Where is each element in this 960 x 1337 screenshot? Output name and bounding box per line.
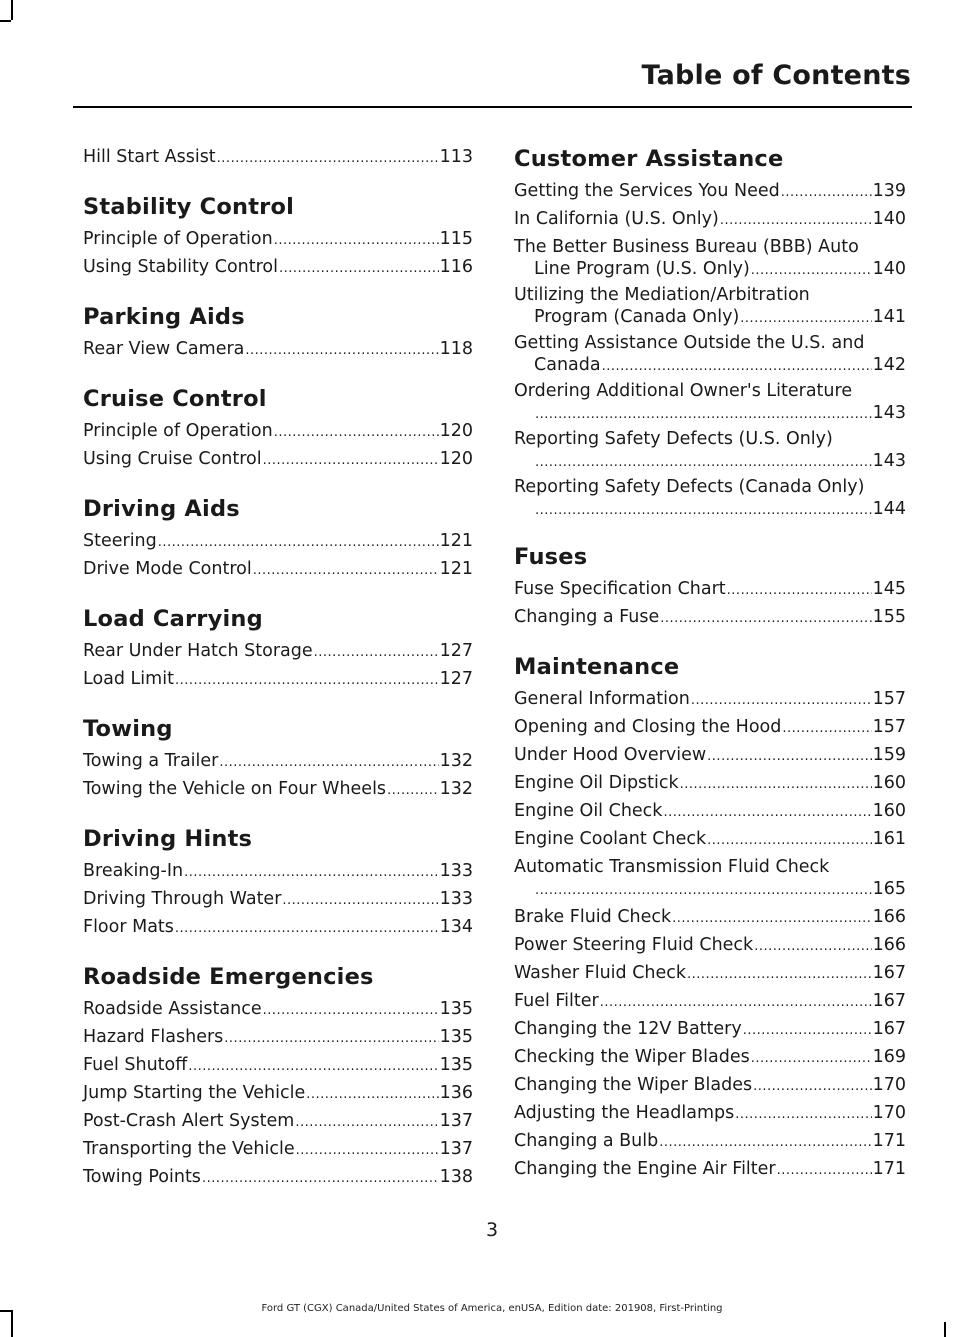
- toc-section: [83, 192, 473, 282]
- toc-entry[interactable]: [83, 336, 473, 364]
- entry-title: Utilizing the Mediation/Arbitration: [514, 285, 810, 305]
- toc-entry[interactable]: [83, 666, 473, 694]
- entry-title: Changing the Wiper Blades: [514, 1075, 753, 1095]
- toc-section: [83, 144, 473, 172]
- entry-page: 140: [872, 209, 906, 229]
- toc-entry[interactable]: [83, 418, 473, 446]
- entry-title: Rear Under Hatch Storage: [83, 641, 313, 661]
- entry-title: Changing a Fuse: [514, 607, 660, 627]
- dot-leader: [680, 770, 872, 798]
- section-heading: Cruise Control: [83, 386, 267, 412]
- dot-leader: [707, 742, 871, 770]
- section-heading: Maintenance: [514, 654, 680, 680]
- entry-page: 159: [872, 745, 906, 765]
- toc-entry[interactable]: [83, 254, 473, 282]
- entry-title: Transporting the Vehicle: [83, 1139, 295, 1159]
- dot-leader: [754, 932, 871, 960]
- dot-leader: [535, 498, 872, 522]
- entry-title: Fuse Specification Chart: [514, 579, 726, 599]
- entry-continuation: [514, 354, 906, 378]
- entry-continuation: [514, 402, 906, 426]
- entry-page: 141: [872, 307, 906, 327]
- entry-title: Opening and Closing the Hood: [514, 717, 782, 737]
- toc-entry[interactable]: [514, 1100, 906, 1128]
- entry-page: 170: [872, 1075, 906, 1095]
- entry-title: Driving Through Water: [83, 889, 282, 909]
- toc-entry[interactable]: [514, 576, 906, 604]
- entry-title: Getting Assistance Outside the U.S. and: [514, 333, 865, 353]
- toc-entry[interactable]: [83, 226, 473, 254]
- entry-page: 136: [439, 1083, 473, 1103]
- toc-entry[interactable]: [514, 380, 906, 426]
- section-heading: Parking Aids: [83, 304, 245, 330]
- dot-leader: [175, 666, 439, 694]
- dot-leader: [743, 1016, 872, 1044]
- dot-leader: [707, 826, 871, 854]
- entry-page: 120: [439, 449, 473, 469]
- entry-page: 166: [872, 935, 906, 955]
- toc-entry[interactable]: [83, 556, 473, 584]
- crop-mark: [0, 20, 11, 22]
- entry-page: 118: [439, 339, 473, 359]
- dot-leader: [672, 904, 871, 932]
- entry-continuation: [514, 878, 906, 902]
- toc-section: [83, 824, 473, 942]
- toc-section: [83, 384, 473, 474]
- toc-entry[interactable]: [83, 1080, 473, 1108]
- section-heading: Customer Assistance: [514, 146, 784, 172]
- dot-leader: [158, 528, 439, 556]
- dot-leader: [387, 776, 439, 804]
- entry-title: Changing the 12V Battery: [514, 1019, 742, 1039]
- entry-page: 167: [872, 991, 906, 1011]
- dot-leader: [263, 446, 439, 474]
- entry-title-cont: Canada: [534, 355, 601, 375]
- entry-title: In California (U.S. Only): [514, 209, 719, 229]
- toc-entry[interactable]: [514, 960, 906, 988]
- toc-entry[interactable]: [514, 604, 906, 632]
- toc-column-right: [514, 144, 906, 1184]
- toc-entry[interactable]: [83, 1136, 473, 1164]
- dot-leader: [735, 1100, 871, 1128]
- entry-title: The Better Business Bureau (BBB) Auto: [514, 237, 859, 257]
- entry-page: 134: [439, 917, 473, 937]
- entry-page: 116: [439, 257, 473, 277]
- dot-leader: [274, 226, 439, 254]
- entry-page: 144: [872, 499, 906, 519]
- entry-title: Steering: [83, 531, 157, 551]
- entry-page: 143: [872, 451, 906, 471]
- entry-page: 135: [439, 1055, 473, 1075]
- dot-leader: [727, 576, 872, 604]
- toc-entry[interactable]: [514, 988, 906, 1016]
- dot-leader: [602, 354, 872, 378]
- toc-entry[interactable]: [514, 428, 906, 474]
- entry-title-cont: Line Program (U.S. Only): [534, 259, 750, 279]
- entry-title: Principle of Operation: [83, 421, 273, 441]
- dot-leader: [659, 1128, 871, 1156]
- dot-leader: [219, 748, 438, 776]
- section-heading: Roadside Emergencies: [83, 964, 374, 990]
- entry-title: Engine Oil Check: [514, 801, 663, 821]
- section-heading: Driving Aids: [83, 496, 240, 522]
- entry-title: Brake Fluid Check: [514, 907, 672, 927]
- entry-page: 121: [439, 531, 473, 551]
- entry-page: 142: [872, 355, 906, 375]
- toc-section: [83, 962, 473, 1192]
- entry-page: 167: [872, 1019, 906, 1039]
- toc-entry[interactable]: [83, 638, 473, 666]
- toc-entry[interactable]: [514, 742, 906, 770]
- toc-entry[interactable]: [83, 886, 473, 914]
- entry-page: 139: [872, 181, 906, 201]
- entry-title: Towing a Trailer: [83, 751, 219, 771]
- entry-title: Under Hood Overview: [514, 745, 707, 765]
- dot-leader: [175, 914, 439, 942]
- toc-entry[interactable]: [514, 1016, 906, 1044]
- toc-entry[interactable]: [514, 332, 906, 378]
- entry-page: 137: [439, 1139, 473, 1159]
- dot-leader: [263, 996, 439, 1024]
- dot-leader: [663, 798, 871, 826]
- dot-leader: [188, 1052, 438, 1080]
- toc-section: [514, 542, 906, 632]
- dot-leader: [740, 306, 871, 330]
- entry-title: Roadside Assistance: [83, 999, 262, 1019]
- toc-entry[interactable]: [514, 798, 906, 826]
- entry-page: 145: [872, 579, 906, 599]
- dot-leader: [217, 144, 439, 172]
- entry-page: 165: [872, 879, 906, 899]
- entry-page: 137: [439, 1111, 473, 1131]
- toc-entry[interactable]: [514, 476, 906, 522]
- entry-title: Rear View Camera: [83, 339, 245, 359]
- dot-leader: [245, 336, 438, 364]
- entry-title: Changing the Engine Air Filter: [514, 1159, 776, 1179]
- toc-entry[interactable]: [514, 770, 906, 798]
- toc-entry[interactable]: [83, 996, 473, 1024]
- crop-mark: [11, 1310, 13, 1337]
- dot-leader: [660, 604, 871, 632]
- toc-section: [514, 652, 906, 1184]
- dot-leader: [306, 1080, 438, 1108]
- entry-title: Fuel Shutoff: [83, 1055, 188, 1075]
- entry-title: Post-Crash Alert System: [83, 1111, 295, 1131]
- dot-leader: [777, 1156, 872, 1184]
- toc-entry[interactable]: [83, 446, 473, 474]
- entry-title: Engine Coolant Check: [514, 829, 707, 849]
- entry-title: Checking the Wiper Blades: [514, 1047, 750, 1067]
- entry-title: Fuel Filter: [514, 991, 599, 1011]
- entry-title: Using Cruise Control: [83, 449, 262, 469]
- entry-page: 132: [439, 779, 473, 799]
- toc-entry[interactable]: [83, 1108, 473, 1136]
- entry-title: Washer Fluid Check: [514, 963, 687, 983]
- entry-continuation: [514, 450, 906, 474]
- dot-leader: [295, 1108, 438, 1136]
- section-heading: Fuses: [514, 544, 588, 570]
- entry-title: Changing a Bulb: [514, 1131, 659, 1151]
- entry-page: 171: [872, 1159, 906, 1179]
- dot-leader: [253, 556, 439, 584]
- toc-entry[interactable]: [514, 284, 906, 330]
- entry-title: Reporting Safety Defects (Canada Only): [514, 477, 865, 497]
- dot-leader: [274, 418, 439, 446]
- entry-page: 157: [872, 689, 906, 709]
- dot-leader: [720, 206, 872, 234]
- entry-page: 143: [872, 403, 906, 423]
- toc-entry[interactable]: [514, 1044, 906, 1072]
- page-number: 3: [485, 1219, 499, 1241]
- toc-entry[interactable]: [514, 1156, 906, 1184]
- entry-page: 155: [872, 607, 906, 627]
- dot-leader: [782, 714, 871, 742]
- entry-title: Hazard Flashers: [83, 1027, 224, 1047]
- toc-entry[interactable]: [83, 776, 473, 804]
- toc-entry[interactable]: [514, 1128, 906, 1156]
- entry-title: Power Steering Fluid Check: [514, 935, 754, 955]
- toc-section: [514, 144, 906, 522]
- entry-page: 167: [872, 963, 906, 983]
- toc-entry[interactable]: [83, 144, 473, 172]
- toc-entry[interactable]: [83, 1024, 473, 1052]
- entry-title: Getting the Services You Need: [514, 181, 780, 201]
- entry-title: Adjusting the Headlamps: [514, 1103, 735, 1123]
- entry-page: 171: [872, 1131, 906, 1151]
- entry-page: 135: [439, 1027, 473, 1047]
- dot-leader: [202, 1164, 439, 1192]
- entry-page: 160: [872, 773, 906, 793]
- toc-entry[interactable]: [83, 528, 473, 556]
- entry-page: 170: [872, 1103, 906, 1123]
- toc-entry[interactable]: [514, 686, 906, 714]
- entry-continuation: [514, 306, 906, 330]
- entry-page: 161: [872, 829, 906, 849]
- dot-leader: [753, 1072, 871, 1100]
- section-heading: Stability Control: [83, 194, 295, 220]
- toc-section: [83, 714, 473, 804]
- entry-page: 127: [439, 669, 473, 689]
- toc-entry[interactable]: [514, 826, 906, 854]
- dot-leader: [600, 988, 872, 1016]
- toc-section: [83, 302, 473, 364]
- header-rule: [73, 106, 912, 108]
- entry-title: Ordering Additional Owner's Literature: [514, 381, 853, 401]
- entry-page: 166: [872, 907, 906, 927]
- toc-entry[interactable]: [514, 178, 906, 206]
- dot-leader: [781, 178, 872, 206]
- dot-leader: [751, 258, 872, 282]
- entry-title: Jump Starting the Vehicle: [83, 1083, 306, 1103]
- toc-entry[interactable]: [83, 1164, 473, 1192]
- dot-leader: [279, 254, 439, 282]
- entry-title: Breaking-In: [83, 861, 184, 881]
- dot-leader: [184, 858, 439, 886]
- toc-entry[interactable]: [83, 858, 473, 886]
- entry-page: 127: [439, 641, 473, 661]
- entry-page: 160: [872, 801, 906, 821]
- dot-leader: [296, 1136, 439, 1164]
- entry-title: General Information: [514, 689, 690, 709]
- entry-title: Reporting Safety Defects (U.S. Only): [514, 429, 833, 449]
- toc-entry[interactable]: [514, 714, 906, 742]
- entry-page: 169: [872, 1047, 906, 1067]
- dot-leader: [535, 450, 872, 474]
- entry-title: Engine Oil Dipstick: [514, 773, 679, 793]
- toc-entry[interactable]: [514, 1072, 906, 1100]
- entry-page: 133: [439, 861, 473, 881]
- entry-title: Principle of Operation: [83, 229, 273, 249]
- entry-page: 157: [872, 717, 906, 737]
- dot-leader: [535, 402, 872, 426]
- entry-continuation: [514, 498, 906, 522]
- entry-title: Towing Points: [83, 1167, 201, 1187]
- entry-title-cont: Program (Canada Only): [534, 307, 740, 327]
- toc-section: [83, 494, 473, 584]
- entry-title: Load Limit: [83, 669, 174, 689]
- footer-edition: Ford GT (CGX) Canada/United States of America, enUSA, Edition date: 201908, First-Printing: [261, 1303, 723, 1314]
- entry-title: Towing the Vehicle on Four Wheels: [83, 779, 387, 799]
- toc-column-left: [83, 144, 473, 1192]
- dot-leader: [224, 1024, 438, 1052]
- dot-leader: [282, 886, 438, 914]
- entry-page: 133: [439, 889, 473, 909]
- toc-entry[interactable]: [83, 1052, 473, 1080]
- crop-mark: [944, 1322, 946, 1337]
- page-title: Table of Contents: [641, 60, 911, 91]
- dot-leader: [691, 686, 872, 714]
- toc-entry[interactable]: [514, 904, 906, 932]
- section-heading: Driving Hints: [83, 826, 253, 852]
- toc-entry[interactable]: [514, 932, 906, 960]
- entry-page: 138: [439, 1167, 473, 1187]
- toc-section: [83, 604, 473, 694]
- entry-page: 121: [439, 559, 473, 579]
- toc-entry[interactable]: [83, 748, 473, 776]
- toc-entry[interactable]: [83, 914, 473, 942]
- entry-page: 113: [439, 147, 473, 167]
- entry-page: 115: [439, 229, 473, 249]
- entry-page: 120: [439, 421, 473, 441]
- entry-page: 132: [439, 751, 473, 771]
- crop-mark: [11, 0, 13, 20]
- section-heading: Load Carrying: [83, 606, 263, 632]
- section-heading: Towing: [83, 716, 173, 742]
- entry-page: 135: [439, 999, 473, 1019]
- entry-title: Hill Start Assist: [83, 147, 216, 167]
- dot-leader: [314, 638, 439, 666]
- entry-title: Drive Mode Control: [83, 559, 252, 579]
- entry-title: Using Stability Control: [83, 257, 278, 277]
- entry-title: Automatic Transmission Fluid Check: [514, 857, 830, 877]
- toc-entry[interactable]: [514, 236, 906, 282]
- toc-entry[interactable]: [514, 206, 906, 234]
- dot-leader: [687, 960, 872, 988]
- entry-page: 140: [872, 259, 906, 279]
- entry-continuation: [514, 258, 906, 282]
- dot-leader: [535, 878, 872, 902]
- page-header: [0, 60, 911, 91]
- toc-entry[interactable]: [514, 856, 906, 902]
- entry-title: Floor Mats: [83, 917, 174, 937]
- dot-leader: [751, 1044, 872, 1072]
